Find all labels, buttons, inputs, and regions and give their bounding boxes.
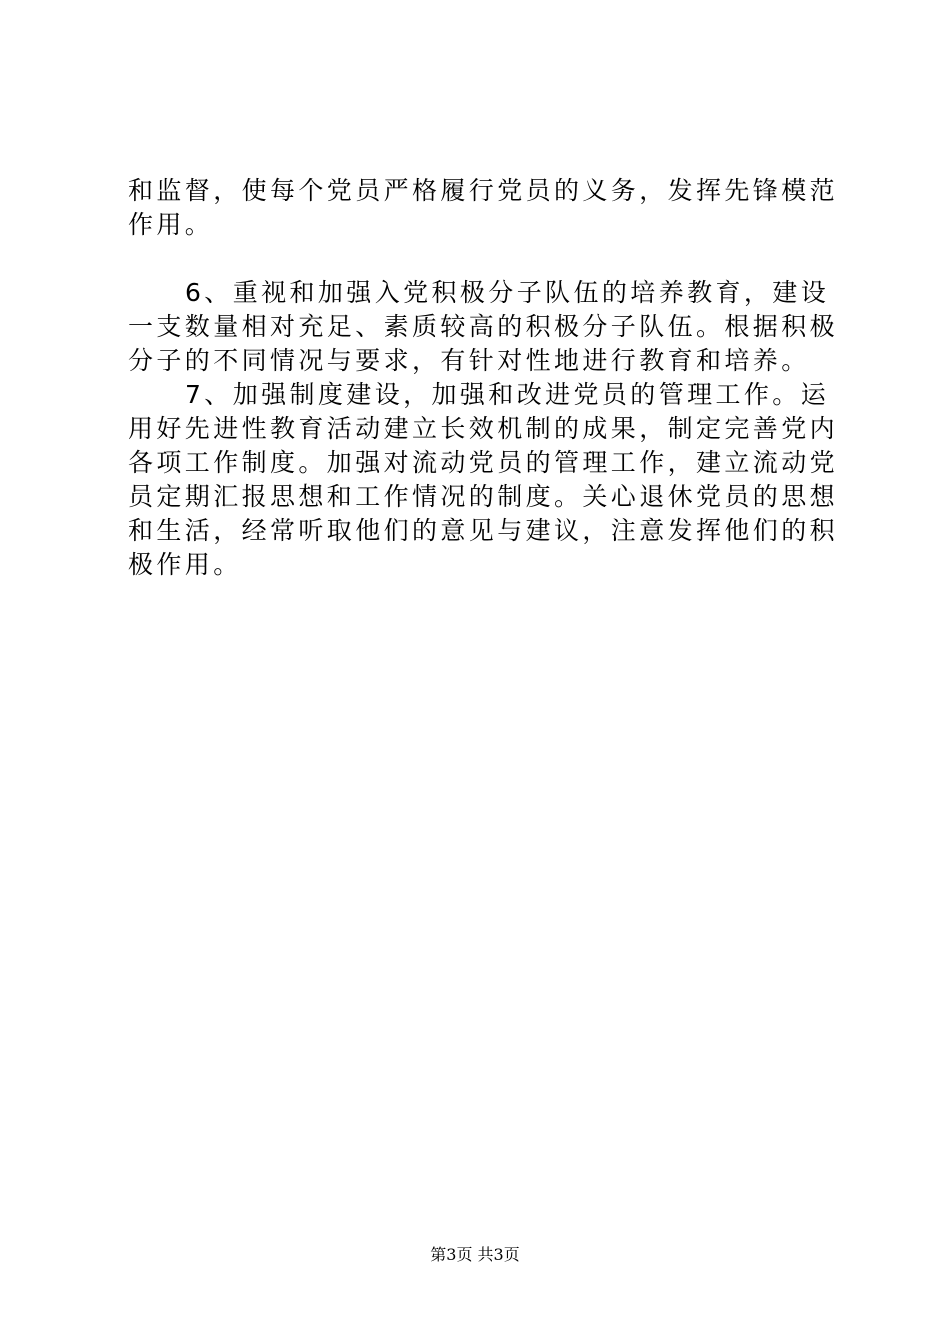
page-footer: 第3页 共3页 — [430, 1245, 520, 1264]
paragraph-continuation: 和监督，使每个党员严格履行党员的义务，发挥先锋模范作用。 — [128, 176, 839, 239]
document-body — [128, 174, 838, 582]
paragraph-item-7: 7、加强制度建设，加强和改进党员的管理工作。运用好先进性教育活动建立长效机制的成果，制定完善党内各项工作制度。加强对流动党员的管理工作，建立流动党员定期汇报思想和工作情况的制度。关心退休党员的思想和生活，经常听取他们的意见与建议，注意发挥他们的积极作用。 — [128, 380, 839, 579]
paragraph-item-6: 6、重视和加强入党积极分子队伍的培养教育，建设一支数量相对充足、素质较高的积极分子队伍。根据积极分子的不同情况与要求，有针对性地进行教育和培养。 — [128, 278, 839, 375]
